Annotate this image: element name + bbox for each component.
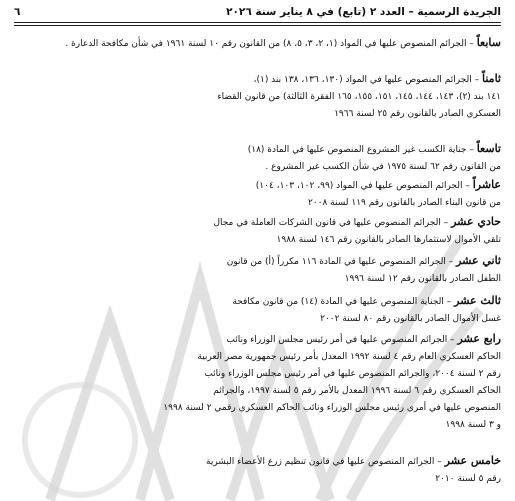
clause-line: سابعاً – الجرائم المنصوص عليها في المواد (١، ٢، ٣، ٥، ٨) من القانون رقم ١٠ لسنة ١٩٦١ في شأن مكافحة الدعارة . — [65, 36, 501, 49]
clause-7 — [14, 34, 501, 53]
clause-line: العسكري الصادر بالقانون رقم ٢٥ لسنة ١٩٦٦ — [334, 109, 501, 119]
clause-line: الحاكم العسكري العام رقم ٤ لسنة ١٩٩٢ المعدل بأمر رئيس جمهورية مصر العربية — [197, 352, 501, 362]
clause-ordinal: تاسعاً — [476, 142, 501, 155]
clause-line: الحاكم العسكري رقم ٦ لسنة ١٩٩٦ المعدل بالأمر رقم ٥ لسنة ١٩٩٧، والجرائم — [213, 386, 501, 396]
clause-line: رابع عشر – الجرائم المنصوص عليها في أمر رئيس مجلس الوزراء ونائب — [226, 332, 501, 345]
clause-line: حادي عشر – الجرائم المنصوص عليها في قانون الشركات العاملة في مجال — [213, 215, 501, 228]
clause-15 — [14, 452, 501, 488]
clause-line: تاسعاً – جناية الكسب غير المشروع المنصوص عليها في المادة (١٨) — [247, 142, 501, 155]
clause-line: خامس عشر – الجرائم المنصوص عليها في قانون تنظيم زرع الأعضاء البشرية — [206, 454, 501, 467]
clause-line: من القانون رقم ٦٢ لسنة ١٩٧٥ في شأن الكسب غير المشروع . — [265, 162, 501, 172]
clause-14 — [14, 330, 501, 434]
clause-ordinal: حادي عشر — [451, 215, 501, 228]
clause-line: رقم ٢ لسنة ٢٠٠٤، والجرائم المنصوص عليها في أمر رئيس مجلس الوزراء ونائب — [204, 369, 501, 379]
clause-line: غسل الأموال الصادر بالقانون رقم ٨٠ لسنة ٢٠٠٢ — [320, 314, 501, 324]
clause-line: ١٤١ بند (٢)، ١٤٣، ١٤٤، ١٤٥، ١٥١، ١٥٥، ١٦٥ الفقرة الثالثة) من قانون القضاء — [217, 92, 501, 102]
clause-ordinal: سابعاً — [476, 36, 501, 49]
clause-line: عاشراً – الجرائم المنصوص عليها في المواد (٩٩، ١٠٢، ١٠٣، ١٠٤) — [255, 178, 501, 191]
clause-10 — [14, 176, 501, 212]
clause-ordinal: ثالث عشر — [454, 294, 501, 307]
clause-line: ثاني عشر – الجرائم المنصوص عليها في المادة ١١٦ مكرراً (أ) من قانون — [226, 254, 501, 267]
clause-line: تلقي الأموال لاستثمارها الصادر بالقانون رقم ١٤٦ لسنة ١٩٨٨ — [276, 235, 501, 245]
clause-line: الطفل الصادر بالقانون رقم ١٢ لسنة ١٩٩٦ — [344, 274, 501, 284]
clause-9 — [14, 140, 501, 176]
clause-line: المنصوص عليها في أمري رئيس مجلس الوزراء ونائب الحاكم العسكري رقمي ٢ لسنة ١٩٩٨ — [163, 403, 501, 413]
clause-ordinal: ثاني عشر — [456, 254, 501, 267]
clause-line: و ٣ لسنة ١٩٩٨ — [445, 420, 501, 430]
page-header-title: الجريدة الرسمية – العدد ٢ (تابع) في ٨ يناير سنة ٢٠٢٦ — [226, 6, 501, 18]
clause-11 — [14, 213, 501, 249]
clause-ordinal: خامس عشر — [444, 454, 501, 467]
clause-ordinal: عاشراً — [472, 178, 501, 191]
clause-8 — [14, 70, 501, 123]
header-rule — [14, 22, 501, 26]
clause-ordinal: رابع عشر — [457, 332, 501, 345]
clause-12 — [14, 252, 501, 288]
clause-line: رقم ٥ لسنة ٢٠١٠ — [435, 474, 501, 484]
clause-line: ثالث عشر – الجناية المنصوص عليها في المادة (١٤) من قانون مكافحة — [232, 294, 501, 307]
page-header — [14, 4, 501, 20]
clause-13 — [14, 292, 501, 328]
clause-ordinal: ثامناً — [482, 72, 501, 85]
clause-line: من قانون البناء الصادر بالقانون رقم ١١٩ لسنة ٢٠٠٨ — [307, 198, 501, 208]
page-number: ٦ — [14, 6, 21, 18]
clause-line: ثامناً – الجرائم المنصوص عليها في المواد (١٣٠، ١٣٦، ١٣٨ بند (١)، — [253, 72, 501, 85]
